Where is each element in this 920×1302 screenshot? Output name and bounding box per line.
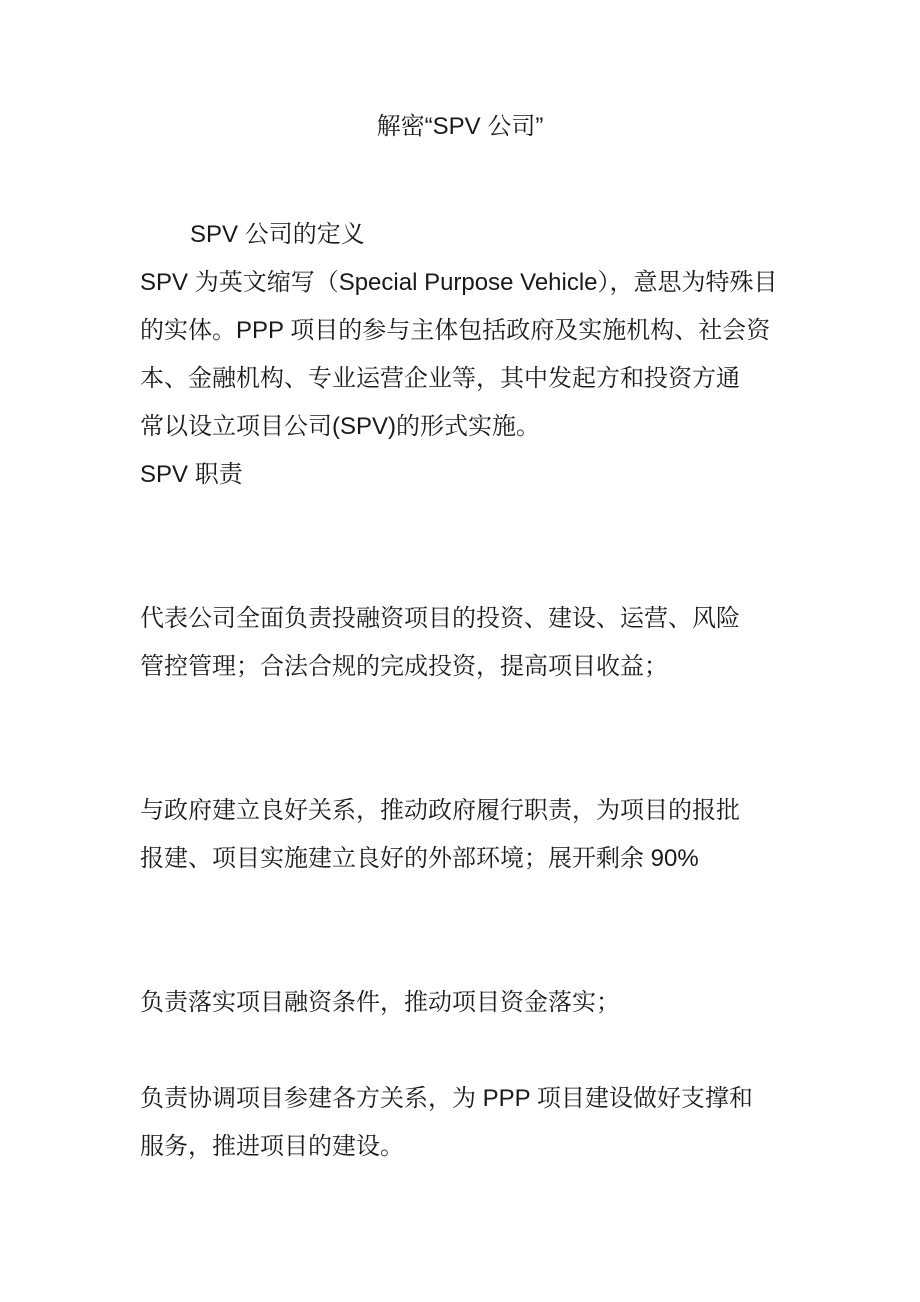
text-line: 负责落实项目融资条件，推动项目资金落实； [140, 989, 620, 1016]
text-line: 管控管理；合法合规的完成投资，提高项目收益； [140, 653, 668, 680]
duty-paragraph-1 [140, 595, 780, 691]
text-line: 本、金融机构、专业运营企业等，其中发起方和投资方通 [140, 365, 740, 392]
text-line: 的实体。PPP 项目的参与主体包括政府及实施机构、社会资 [140, 317, 771, 344]
text-segment: 报建、项目实施建立良好的外部环境； [140, 845, 548, 872]
text-line: 服务，推进项目的建设。 [140, 1133, 404, 1160]
text-line: 负责协调项目参建各方关系，为 PPP 项目建设做好支撑和 [140, 1085, 753, 1112]
duty-paragraph-3 [140, 979, 780, 1027]
expand-remaining-button[interactable]: 展开剩余 90% [548, 845, 699, 872]
text-line: 常以设立项目公司(SPV)的形式实施。 [140, 413, 541, 440]
text-line: 代表公司全面负责投融资项目的投资、建设、运营、风险 [140, 605, 740, 632]
text-line: 与政府建立良好关系，推动政府履行职责，为项目的报批 [140, 797, 740, 824]
text-line [140, 835, 780, 883]
duty-paragraph-4 [140, 1075, 780, 1171]
text-line: SPV 为英文缩写（Special Purpose Vehicle），意思为特殊目 [140, 269, 778, 296]
definition-paragraph [140, 259, 780, 451]
document-title: 解密“SPV 公司” [376, 113, 544, 140]
duty-paragraph-2 [140, 787, 780, 883]
definition-heading: SPV 公司的定义 [190, 221, 365, 248]
duties-heading: SPV 职责 [140, 461, 243, 488]
